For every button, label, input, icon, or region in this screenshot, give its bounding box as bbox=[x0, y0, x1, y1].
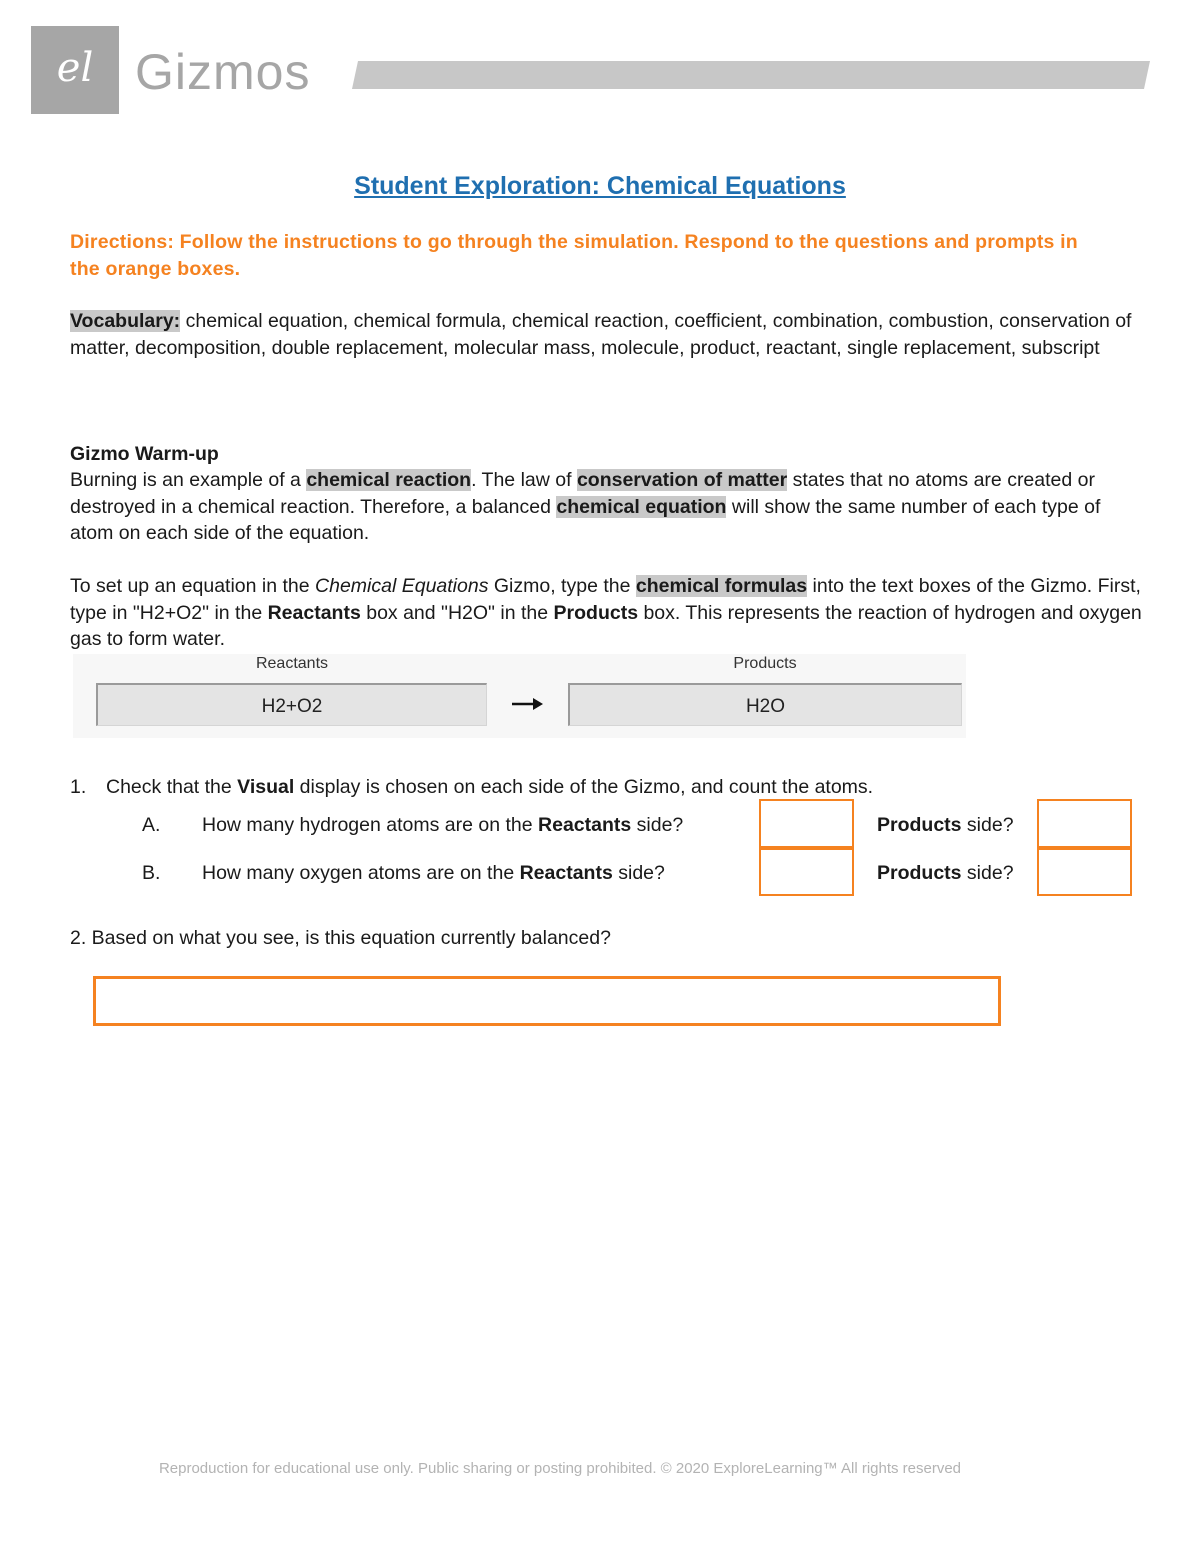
right-arrow-icon bbox=[509, 692, 545, 716]
answer-box-hydrogen-reactants[interactable] bbox=[759, 799, 854, 848]
term-highlight: chemical formulas bbox=[635, 575, 808, 597]
term-highlight: conservation of matter bbox=[576, 469, 788, 491]
vocabulary bbox=[70, 308, 1145, 361]
vocabulary-label: Vocabulary: bbox=[70, 310, 181, 332]
term-highlight: chemical reaction bbox=[306, 469, 472, 491]
answer-box-oxygen-products[interactable] bbox=[1037, 848, 1132, 896]
vocabulary-terms: chemical equation, chemical formula, chemical reaction, coefficient, combination, combustion, conservation of matter, decomposition, double replacement, molecular mass, molecule, product, reactant, single replacement, subscript bbox=[70, 310, 1132, 359]
logo bbox=[31, 26, 119, 114]
question-number: 1. bbox=[70, 776, 87, 798]
header-bar bbox=[352, 61, 1150, 89]
logo-glyph: el bbox=[56, 45, 94, 91]
reactants-label: Reactants bbox=[255, 655, 329, 672]
warmup-paragraph: Burning is an example of a chemical reaction. The law of conservation of matter states that no atoms are created or destroyed in a chemical reaction. Therefore, a balanced chemical equation will show the same number of each type of atom on each side of the equation. bbox=[70, 469, 1101, 544]
answer-box-balanced[interactable] bbox=[93, 976, 1001, 1026]
reactants-field: H2+O2 bbox=[96, 683, 487, 726]
products-prompt: Products side? bbox=[877, 862, 1014, 884]
subquestion-letter: A. bbox=[142, 814, 161, 836]
brand-name: Gizmos bbox=[135, 44, 311, 100]
page-title: Student Exploration: Chemical Equations bbox=[354, 172, 846, 200]
answer-box-hydrogen-products[interactable] bbox=[1037, 799, 1132, 848]
products-label: Products bbox=[733, 655, 797, 672]
gizmo-screenshot bbox=[73, 654, 966, 738]
answer-box-oxygen-reactants[interactable] bbox=[759, 848, 854, 896]
directions: Directions: Follow the instructions to go through the simulation. Respond to the questions and prompts in the orange boxes. bbox=[70, 231, 1078, 280]
setup-paragraph: To set up an equation in the Chemical Equations Gizmo, type the chemical formulas into the text boxes of the Gizmo. First, type in "H2+O2" in the Reactants box and "H2O" in the Products box. This represents the reaction of hydrogen and oxygen gas to form water. bbox=[70, 575, 1142, 650]
products-prompt: Products side? bbox=[877, 814, 1014, 836]
question-2-text: 2. Based on what you see, is this equation currently balanced? bbox=[70, 927, 611, 949]
section-heading: Gizmo Warm-up bbox=[70, 443, 219, 465]
subquestion-a-text: How many hydrogen atoms are on the Reactants side? bbox=[202, 814, 684, 836]
subquestion-letter: B. bbox=[142, 862, 161, 884]
term-highlight: chemical equation bbox=[556, 495, 727, 518]
products-field: H2O bbox=[568, 683, 962, 726]
footer: Reproduction for educational use only. Public sharing or posting prohibited. © 2020 ExploreLearning™ All rights reserved bbox=[158, 1460, 962, 1477]
question-1-text: Check that the Visual display is chosen on each side of the Gizmo, and count the atoms. bbox=[106, 776, 874, 798]
subquestion-b-text: How many oxygen atoms are on the Reactants side? bbox=[202, 862, 665, 884]
